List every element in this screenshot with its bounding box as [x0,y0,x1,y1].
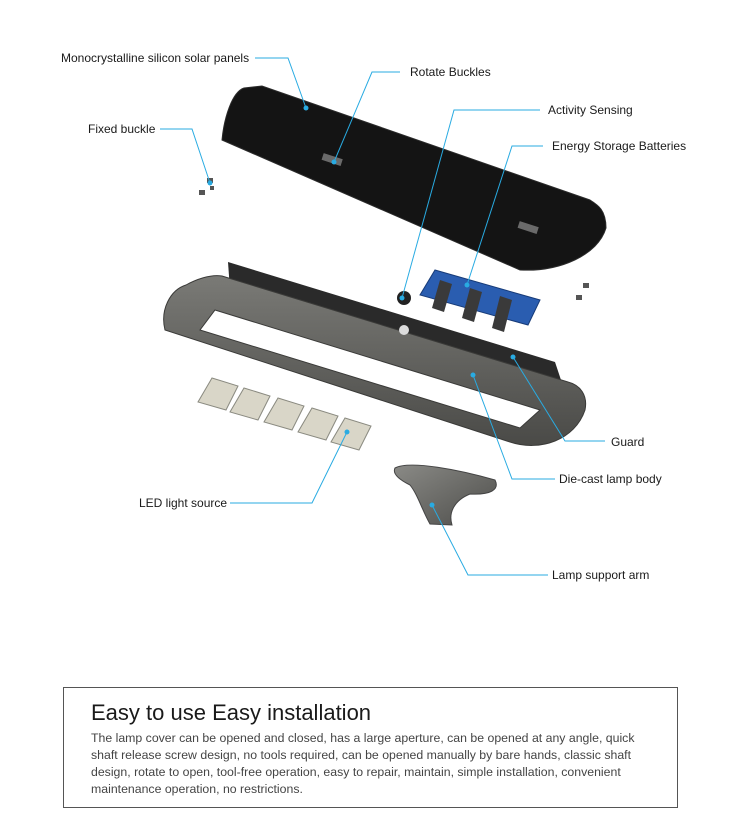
support-arm [394,465,496,525]
info-body: The lamp cover can be opened and closed, has a large aperture, can be opened at any angle, quick shaft release screw design, no tools required, can be opened manually by bare hands, classic shaft design, rotate to open, tool-free operation, easy to repair, maintain, simple installation, convenient maintenance operation, no restrictions. [91,731,635,796]
info-box [63,687,678,808]
label-activity-sensing: Activity Sensing [548,103,633,117]
info-title: Easy to use Easy installation [91,700,372,725]
label-guard: Guard [611,435,645,449]
body-hole [399,325,409,335]
label-support-arm: Lamp support arm [552,568,650,582]
label-rotate-buckles: Rotate Buckles [410,65,491,79]
label-solar-panels: Monocrystalline silicon solar panels [61,51,250,65]
label-led-source: LED light source [139,496,228,510]
label-fixed-buckle: Fixed buckle [88,122,156,136]
label-energy-storage: Energy Storage Batteries [552,139,687,153]
label-die-cast-body: Die-cast lamp body [559,472,662,486]
